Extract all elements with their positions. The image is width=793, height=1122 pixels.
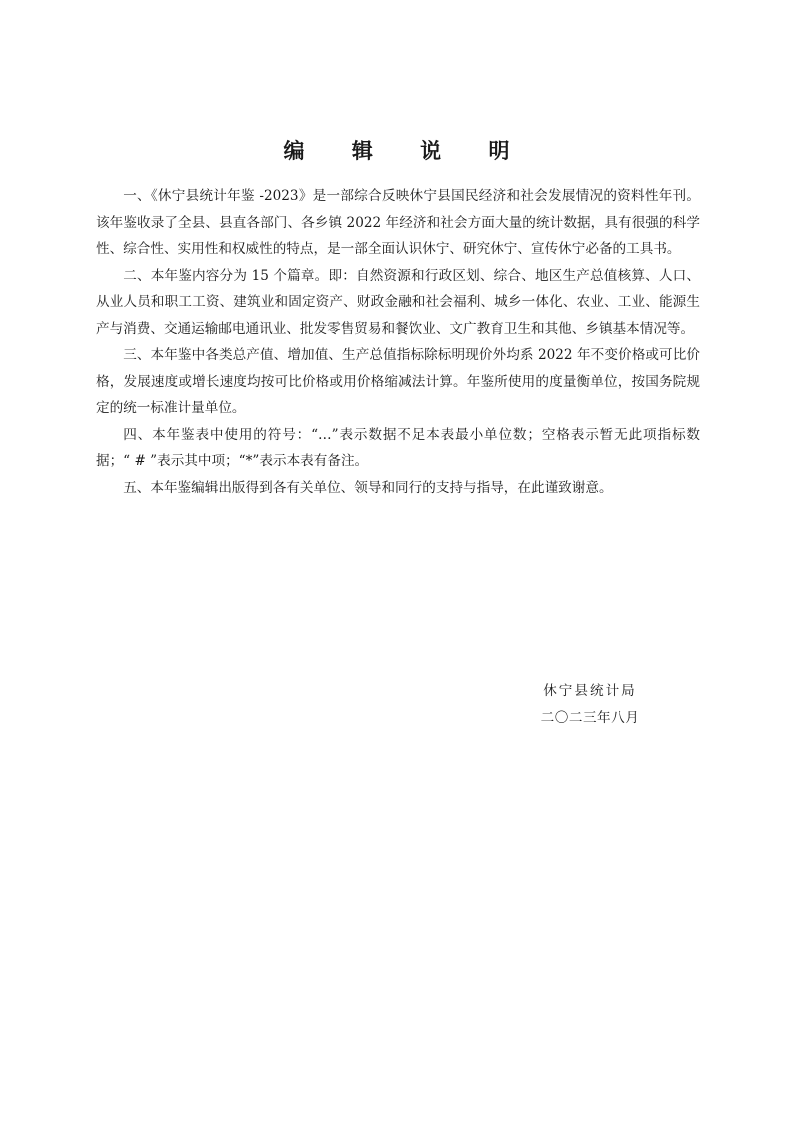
editorial-notes-body [96,183,700,501]
paragraph-4: 四、本年鉴表中使用的符号：“…”表示数据不足本表最小单位数；空格表示暂无此项指标数据；“ # ”表示其中项；“*”表示本表有备注。 [96,426,700,469]
page-title: 编 辑 说 明 [283,139,530,163]
signature-block [520,678,660,732]
signature-date: 二〇二三年八月 [540,710,640,726]
signature-organization: 休宁县统计局 [543,683,637,699]
paragraph-3: 三、本年鉴中各类总产值、增加值、生产总值指标除标明现价外均系 2022 年不变价格或可比价格，发展速度或增长速度均按可比价格或用价格缩减法计算。年鉴所使用的度量衡单位，按国务院规定的统一标准计量单位。 [96,347,700,416]
paragraph-5: 五、本年鉴编辑出版得到各有关单位、领导和同行的支持与指导，在此谨致谢意。 [123,479,613,496]
paragraph-1: 一、《休宁县统计年鉴 -2023》是一部综合反映休宁县国民经济和社会发展情况的资料性年刊。该年鉴收录了全县、县直各部门、各乡镇 2022 年经济和社会方面大量的统计数据，具有很强的科学性、综合性、实用性和权威性的特点，是一部全面认识休宁、研究休宁、宣传休宁必备的工具书。 [96,188,700,257]
paragraph-2: 二、本年鉴内容分为 15 个篇章。即：自然资源和行政区划、综合、地区生产总值核算、人口、从业人员和职工工资、建筑业和固定资产、财政金融和社会福利、城乡一体化、农业、工业、能源生产与消费、交通运输邮电通讯业、批发零售贸易和餐饮业、文广教育卫生和其他、乡镇基本情况等。 [96,267,700,337]
